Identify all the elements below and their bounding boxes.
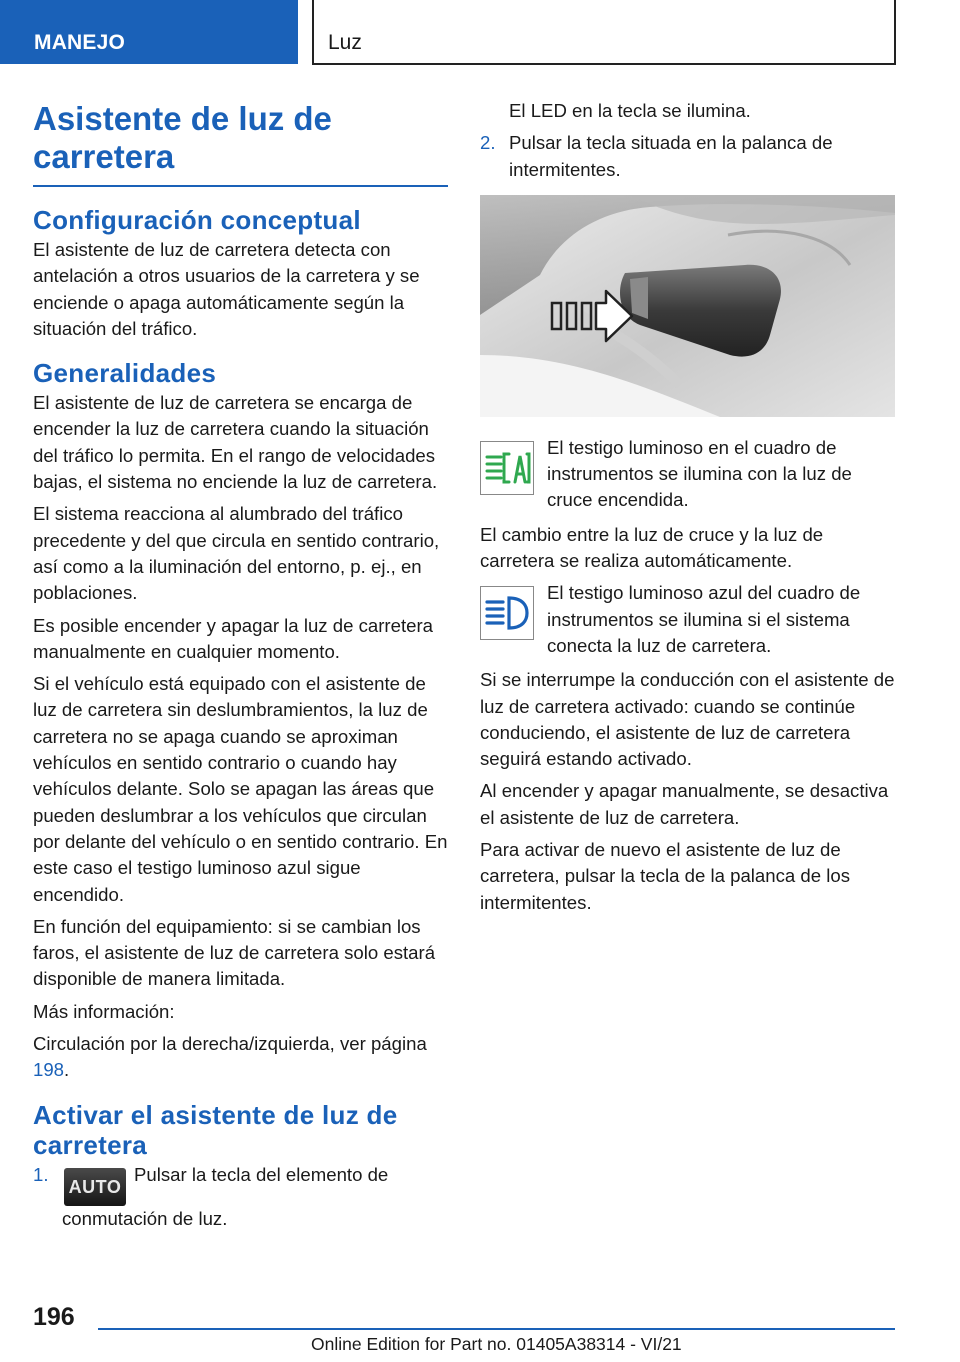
- paragraph-general-1: El asistente de luz de carretera se encarga de encender la luz de carretera cuando la situación del tráfico lo permita. En el rango de velocidades bajas, el sistema no enciende la luz de carretera.: [33, 392, 438, 493]
- page-link[interactable]: 198: [33, 1059, 65, 1081]
- step-text: Pulsar la tecla situada en la palanca de intermitentes.: [509, 132, 833, 180]
- auto-key-icon: AUTO: [64, 1168, 126, 1206]
- note-blue-indicator: [480, 580, 895, 659]
- step-number: 2.: [480, 132, 496, 154]
- paragraph-more-info: Más información:: [33, 1000, 175, 1022]
- reference-end: .: [64, 1059, 70, 1081]
- section-tab: MANEJO: [0, 0, 298, 64]
- paragraph-concept: El asistente de luz de carretera detecta con antelación a otros usuarios de la carretera y se enciende o apaga automáticamente según la situación del tráfico.: [33, 239, 420, 339]
- step-1: [33, 1162, 448, 1232]
- paragraph-reactivate: Para activar de nuevo el asistente de luz de carretera, pulsar la tecla de la palanca de los intermitentes.: [480, 839, 851, 913]
- note-green-text: El testigo luminoso en el cuadro de instrumentos se ilumina con la luz de cruce encendida.: [547, 436, 852, 511]
- chapter-title: Luz: [312, 0, 896, 65]
- heading-general: Generalidades: [33, 358, 217, 389]
- reference-text: Circulación por la derecha/izquierda, ver página: [33, 1033, 427, 1055]
- paragraph-interrupt: Si se interrumpe la conducción con el asistente de luz de carretera activado: cuando se continúe conduciendo, el asistente de luz de carretera seguirá estando activado.: [480, 669, 895, 770]
- step-number: 1.: [33, 1163, 49, 1185]
- paragraph-reference: [33, 1031, 448, 1084]
- step-text: Pulsar la tecla del elemento de conmutación de luz.: [62, 1163, 389, 1229]
- right-column: [480, 98, 895, 922]
- step-1-continuation: El LED en la tecla se ilumina.: [509, 100, 751, 121]
- paragraph-general-3: Es posible encender y apagar la luz de carretera manualmente en cualquier momento.: [33, 614, 434, 662]
- high-beam-assist-green-icon: [480, 441, 534, 495]
- paragraph-manual: Al encender y apagar manualmente, se desactiva el asistente de luz de carretera.: [480, 780, 889, 828]
- step-2: [480, 130, 895, 183]
- page-number: 196: [33, 1303, 75, 1331]
- stalk-illustration: [480, 195, 895, 417]
- paragraph-general-2: El sistema reacciona al alumbrado del tráfico precedente y del que circula en sentido contrario, así como a la iluminación del entorno, p. ej., en poblaciones.: [33, 503, 440, 604]
- heading-activate: Activar el asistente de luz de carretera: [33, 1099, 398, 1160]
- heading-concept: Configuración conceptual: [33, 205, 361, 235]
- edition-text: Online Edition for Part no. 01405A38314 - VI/21: [311, 1334, 682, 1354]
- page-title: Asistente de luz de carretera: [33, 100, 448, 187]
- left-column: [33, 100, 448, 1238]
- paragraph-general-4: Si el vehículo está equipado con el asistente de luz de carretera sin deslumbramientos, la luz de carretera no se apaga cuando se aproximan vehículos en sentido contrario o cuando hay vehículos delante. Solo se apagan las áreas que pueden deslumbrar a los vehículos que circulan por delante del vehículo o en sentido contrario. En este caso el testigo luminoso azul sigue encendido.: [33, 673, 448, 905]
- high-beam-blue-icon: [480, 586, 534, 640]
- stalk-button-photo: [480, 195, 895, 417]
- footer-divider: [98, 1328, 895, 1330]
- paragraph-general-5: En función del equipamiento: si se cambian los faros, el asistente de luz de carretera solo estará disponible de manera limitada.: [33, 915, 436, 990]
- note-blue-text: El testigo luminoso azul del cuadro de instrumentos se ilumina si el sistema conecta la luz de carretera.: [547, 582, 861, 656]
- paragraph-switch: El cambio entre la luz de cruce y la luz de carretera se realiza automáticamente.: [480, 523, 824, 572]
- note-green-indicator: [480, 435, 895, 514]
